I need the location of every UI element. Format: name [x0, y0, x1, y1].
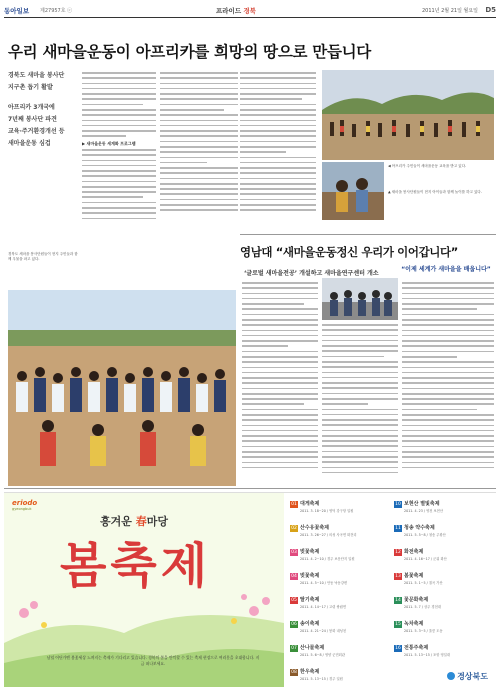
festival-item — [290, 621, 390, 644]
festival-list-left — [290, 501, 390, 691]
ad-logo-text: eriodo — [12, 499, 38, 507]
festival-item — [394, 525, 494, 548]
photo-caption-1: ◀ 아프리카 주민들이 새마을운동 교육을 받고 있다. — [388, 164, 467, 168]
festival-item — [394, 597, 494, 620]
masthead — [4, 6, 496, 18]
issue-number: 제27957호 ⓒ — [40, 8, 73, 14]
ad-title: 봄축제 — [60, 538, 212, 594]
festival-info: 2011. 5. 3~5 / 울릉 도동 — [404, 629, 443, 633]
article1-body-col2 — [160, 72, 238, 222]
left-photo-caption: 경북도 새마을 봉사단원들이 현지 주민들과 함께 우물을 파고 있다. — [8, 252, 78, 261]
festival-name: 전통주축제 — [404, 645, 429, 651]
festival-item — [394, 621, 494, 644]
festival-info: 2011. 3. 18~20 / 영덕 강구항 일원 — [300, 509, 354, 513]
article2-subhead: ‘글로벌 새마을전공’ 개설하고 새마을연구센터 개소 — [244, 270, 379, 277]
ad-subtitle-accent: 春 — [135, 515, 147, 528]
festival-info: 2011. 5. 7 / 상주 경천대 — [404, 605, 441, 609]
festival-info: 2011. 4. 14~17 / 고령 쌍림면 — [300, 605, 347, 609]
festival-item — [394, 549, 494, 572]
festival-advertisement — [4, 492, 496, 686]
festival-num: 03 — [291, 550, 297, 555]
festival-item — [290, 669, 390, 691]
university-photo — [322, 278, 398, 320]
article1-subtitle: ▶ 새마을운동 세계화 프로그램 — [82, 140, 136, 146]
festival-item — [290, 645, 390, 668]
festival-item — [394, 645, 494, 668]
festival-name: 대게축제 — [300, 501, 320, 507]
festival-name: 산수유꽃축제 — [300, 525, 329, 531]
page-number: D5 — [485, 6, 496, 14]
festival-num: 15 — [395, 622, 401, 627]
festival-info: 2011. 5. 5~8 / 청송 주왕산 — [404, 533, 446, 537]
festival-name: 벚꽃축제 — [300, 573, 320, 579]
festival-item — [290, 573, 390, 596]
ad-subtitle-post: 마당 — [146, 515, 168, 528]
festival-num: 08 — [291, 670, 297, 675]
volunteer-group-photo — [8, 290, 236, 486]
festival-item — [394, 501, 494, 524]
festival-num: 11 — [395, 526, 401, 531]
festival-info: 2011. 5. 13~15 / 포항 영일대 — [404, 653, 451, 657]
festival-name: 벚꽃축제 — [300, 549, 320, 555]
festival-info: 2011. 4. 5~10 / 안동 낙동강변 — [300, 581, 348, 585]
newspaper-name: 동아일보 — [4, 7, 30, 15]
festival-info: 2011. 4. 23 / 영천 보현산 — [404, 509, 444, 513]
festival-num: 12 — [395, 550, 401, 555]
festival-item — [290, 597, 390, 620]
photo-caption-2: ▲ 새마을 봉사단원들이 현지 아이들과 함께 놀이를 하고 있다. — [388, 190, 482, 194]
festival-num: 04 — [291, 574, 297, 579]
subhead-line: 7년째 봉사단 파견 — [8, 116, 57, 123]
festival-info: 2011. 5. 6~8 / 영양 군민회관 — [300, 653, 346, 657]
festival-item — [394, 573, 494, 596]
festival-num: 01 — [291, 502, 297, 507]
article1-body-col3 — [240, 72, 316, 222]
festival-info: 2011. 5. 1~5 / 칠곡 가산 — [404, 581, 443, 585]
festival-info: 2011. 4. 21~24 / 봉화 내성천 — [300, 629, 347, 633]
bottom-rule — [4, 488, 496, 489]
festival-name: 청송 약수축제 — [404, 525, 435, 531]
ad-subtitle-pre: 흥겨운 — [100, 515, 132, 528]
festival-name: 화전축제 — [404, 549, 424, 555]
festival-item — [290, 525, 390, 548]
article2-body-col1 — [242, 282, 318, 486]
festival-num: 13 — [395, 574, 401, 579]
subhead-line: 새마을운동 심겁 — [8, 140, 51, 147]
festival-num: 14 — [395, 598, 401, 603]
article1-headline: 우리 새마을운동이 아프리카를 희망의 땅으로 만듭니다 — [8, 43, 371, 61]
festival-name: 송이축제 — [300, 621, 320, 627]
article2-pullquote: “이제 세계가 새마을을 배웁니다” — [401, 266, 491, 273]
village-photo — [322, 70, 494, 160]
article1-subheads — [8, 70, 72, 150]
publish-date: 2011년 2월 21일 월요일 — [421, 8, 478, 14]
article1-body-col1 — [82, 72, 156, 232]
sponsor-logo: 경상북도 — [447, 671, 488, 682]
ad-description: 남녘 어딘가엔 봄꽃세상 느껴지는 축제가 기다리고 있습니다. 경북의 봄을 만끽할 수 있는 축제 현장으로 여러분을 초대합니다. 지금 떠나보세요. — [46, 655, 260, 666]
festival-name: 딸기축제 — [300, 597, 320, 603]
festival-info: 2011. 3. 26~27 / 의성 사곡면 화전리 — [300, 533, 357, 537]
festival-name: 산나물축제 — [300, 645, 325, 651]
subhead-line: 경북도 새마을 봉사단 — [8, 72, 65, 79]
article2-headline: 영남대 “새마을운동정신 우리가 이어갑니다” — [240, 245, 458, 259]
festival-name: 봄꽃축제 — [404, 573, 424, 579]
festival-num: 07 — [291, 646, 297, 651]
festival-info: 2011. 4. 16~17 / 군위 화산 — [404, 557, 447, 561]
festival-name: 보현산 별빛축제 — [404, 501, 440, 507]
section-name: 경북 — [243, 7, 256, 15]
festival-info: 2011. 4. 2~10 / 경주 보문단지 일원 — [300, 557, 355, 561]
section-rule — [240, 234, 496, 235]
ad-logo — [12, 499, 37, 511]
festival-num: 10 — [395, 502, 401, 507]
festival-num: 16 — [395, 646, 401, 651]
section-prefix: 프라이드 — [216, 7, 242, 15]
subhead-line: 지구촌 돕기 활발 — [8, 84, 53, 91]
festival-list-right — [394, 501, 494, 669]
villager-photo — [322, 162, 384, 220]
festival-num: 06 — [291, 622, 297, 627]
subhead-line: 아프리카 3개국에 — [8, 104, 55, 111]
article2-body-col2 — [322, 324, 398, 486]
festival-name: 녹차축제 — [404, 621, 424, 627]
festival-info: 2011. 5. 13~15 / 경주 일원 — [300, 677, 343, 681]
subhead-line: 교육·주거환경개선 등 — [8, 128, 65, 135]
article2-body-col3 — [402, 282, 494, 486]
festival-item — [290, 549, 390, 572]
ad-logo-sub: gyeongbuk — [12, 507, 32, 511]
section-title — [216, 6, 256, 15]
festival-name: 한우축제 — [300, 669, 320, 675]
festival-item — [290, 501, 390, 524]
festival-name: 꽃문화축제 — [404, 597, 429, 603]
festival-num: 02 — [291, 526, 297, 531]
festival-num: 05 — [291, 598, 297, 603]
